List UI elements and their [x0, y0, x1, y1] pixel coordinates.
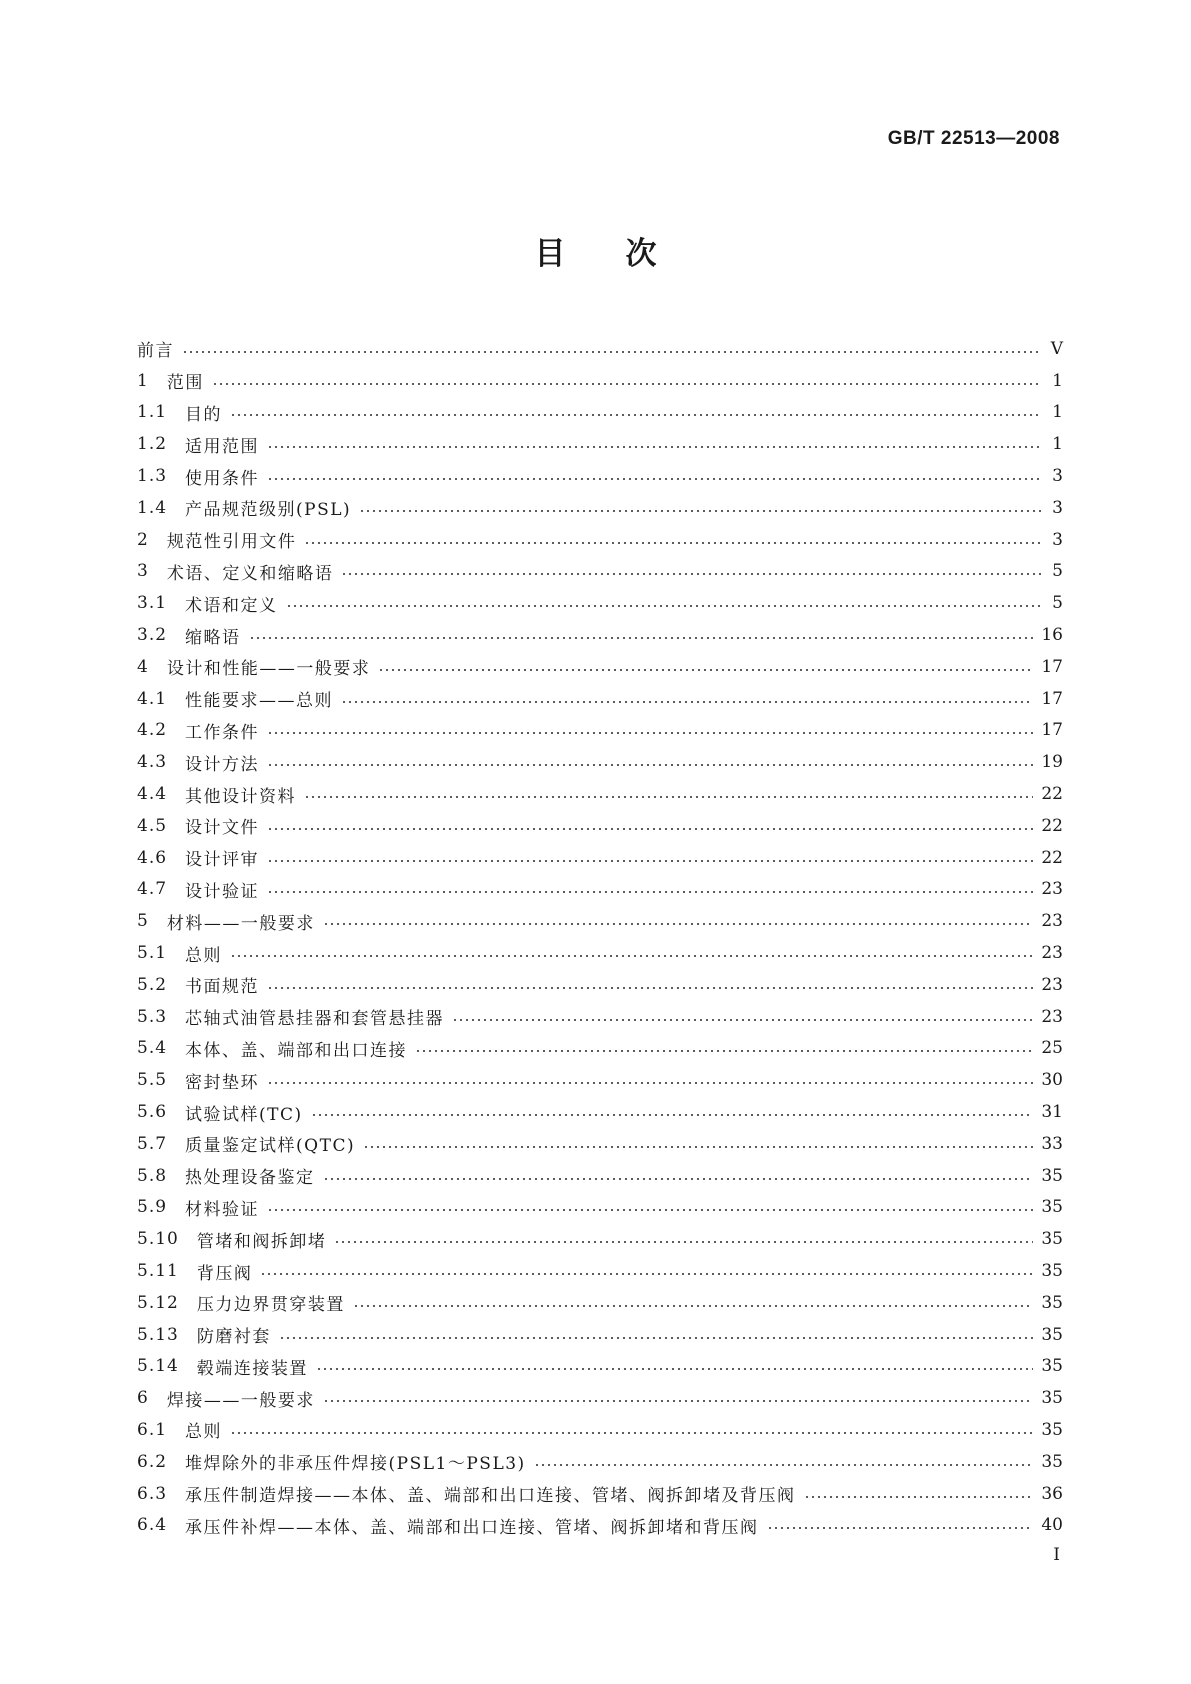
toc-entry-number: 4.7	[137, 879, 168, 900]
toc-leader-dots	[286, 605, 1041, 607]
toc-entry-number: 5.2	[137, 974, 168, 995]
toc-leader-dots	[267, 860, 1033, 862]
toc-entry-page: 22	[1041, 815, 1063, 836]
toc-entry[interactable]	[137, 1033, 1063, 1065]
toc-entry-page: V	[1050, 338, 1063, 359]
toc-entry-number: 5.3	[137, 1006, 168, 1027]
toc-entry-page: 23	[1041, 943, 1063, 964]
toc-entry-title: 目的	[185, 404, 223, 425]
toc-leader-dots	[249, 637, 1034, 639]
toc-entry-number: 4.1	[137, 688, 168, 709]
toc-entry-title: 密封垫环	[185, 1072, 260, 1093]
toc-entry-number: 4.2	[137, 720, 168, 741]
toc-entry-page: 36	[1041, 1483, 1063, 1504]
toc-entry-page: 35	[1041, 1165, 1063, 1186]
toc-entry[interactable]	[137, 810, 1063, 842]
toc-entry-title: 设计方法	[185, 754, 260, 775]
toc-entry-page: 23	[1041, 879, 1063, 900]
toc-entry[interactable]	[137, 969, 1063, 1001]
toc-entry[interactable]	[137, 1223, 1063, 1255]
toc-entry-page: 5	[1052, 593, 1063, 614]
toc-entry-title: 范围	[166, 373, 204, 394]
toc-leader-dots	[311, 1114, 1034, 1116]
toc-entry-page: 23	[1041, 1006, 1063, 1027]
toc-entry-page: 17	[1041, 688, 1063, 709]
toc-leader-dots	[363, 1146, 1033, 1148]
toc-entry-number: 5.8	[137, 1165, 168, 1186]
toc-leader-dots	[334, 1241, 1033, 1243]
toc-entry[interactable]	[137, 365, 1063, 397]
toc-entry[interactable]	[137, 1446, 1063, 1478]
toc-entry[interactable]	[137, 587, 1063, 619]
toc-entry-title: 设计验证	[185, 881, 260, 902]
page-title: 目次	[534, 236, 717, 272]
toc-entry[interactable]	[137, 1064, 1063, 1096]
toc-entry-page: 40	[1041, 1515, 1063, 1536]
toc-entry[interactable]	[137, 524, 1063, 556]
toc-leader-dots	[767, 1527, 1034, 1529]
table-of-contents	[137, 333, 1063, 1541]
toc-entry-number: 1.2	[137, 434, 168, 455]
toc-entry-page: 3	[1052, 529, 1063, 550]
toc-entry-page: 23	[1041, 974, 1063, 995]
toc-entry-page: 23	[1041, 911, 1063, 932]
toc-entry-title: 前言	[137, 341, 174, 362]
toc-entry[interactable]	[137, 1287, 1063, 1319]
toc-entry-number: 4.3	[137, 752, 168, 773]
toc-leader-dots	[341, 701, 1033, 703]
toc-entry-page: 25	[1041, 1038, 1063, 1059]
toc-entry[interactable]	[137, 492, 1063, 524]
toc-entry-page: 31	[1041, 1102, 1063, 1123]
toc-entry-number: 3.1	[137, 593, 168, 614]
toc-entry[interactable]	[137, 1478, 1063, 1510]
toc-leader-dots	[267, 1082, 1033, 1084]
toc-entry-number: 5.14	[137, 1356, 179, 1377]
toc-entry[interactable]	[137, 937, 1063, 969]
toc-entry-page: 35	[1041, 1388, 1063, 1409]
toc-entry-title: 毂端连接装置	[196, 1358, 308, 1379]
toc-leader-dots	[415, 1050, 1033, 1052]
toc-entry-title: 书面规范	[185, 977, 260, 998]
toc-entry-number: 5.10	[137, 1229, 179, 1250]
toc-entry-number: 5.4	[137, 1038, 168, 1059]
toc-leader-dots	[230, 955, 1033, 957]
toc-entry[interactable]	[137, 842, 1063, 874]
toc-entry-number: 6	[137, 1388, 149, 1409]
toc-leader-dots	[316, 1368, 1034, 1370]
toc-entry-page: 17	[1041, 720, 1063, 741]
toc-entry-page: 19	[1041, 752, 1063, 773]
toc-entry-number: 5	[137, 911, 149, 932]
toc-entry-title: 芯轴式油管悬挂器和套管悬挂器	[185, 1009, 445, 1030]
toc-entry-number: 5.1	[137, 943, 168, 964]
toc-entry-title: 设计和性能——一般要求	[166, 659, 371, 680]
toc-entry-number: 5.9	[137, 1197, 168, 1218]
toc-entry[interactable]	[137, 619, 1063, 651]
toc-entry-title: 总则	[185, 1422, 223, 1443]
toc-entry-page: 35	[1041, 1292, 1063, 1313]
toc-entry-number: 5.13	[137, 1324, 179, 1345]
toc-entry[interactable]	[137, 556, 1063, 588]
toc-leader-dots	[212, 383, 1041, 385]
toc-entry-title: 本体、盖、端部和出口连接	[185, 1040, 408, 1061]
toc-entry-page: 35	[1041, 1229, 1063, 1250]
toc-entry[interactable]	[137, 1128, 1063, 1160]
toc-entry-number: 4	[137, 656, 149, 677]
toc-leader-dots	[267, 828, 1033, 830]
toc-entry-page: 35	[1041, 1451, 1063, 1472]
toc-entry-title: 防磨衬套	[196, 1327, 271, 1348]
toc-entry-title: 试验试样(TC)	[185, 1104, 303, 1125]
toc-entry-title: 产品规范级别(PSL)	[185, 500, 352, 521]
toc-leader-dots	[323, 1400, 1034, 1402]
toc-entry-title: 焊接——一般要求	[166, 1390, 315, 1411]
toc-leader-dots	[267, 1209, 1033, 1211]
toc-entry[interactable]	[137, 1001, 1063, 1033]
toc-entry[interactable]	[137, 460, 1063, 492]
toc-entry-title: 堆焊除外的非承压件焊接(PSL1～PSL3)	[185, 1454, 526, 1475]
toc-entry-page: 30	[1041, 1070, 1063, 1091]
page-number: I	[1053, 1545, 1060, 1565]
toc-leader-dots	[267, 891, 1033, 893]
toc-entry-title: 术语和定义	[185, 595, 278, 616]
toc-entry-title: 质量鉴定试样(QTC)	[185, 1136, 356, 1157]
toc-leader-dots	[452, 1019, 1033, 1021]
toc-entry-page: 22	[1041, 847, 1063, 868]
toc-entry[interactable]	[137, 1255, 1063, 1287]
toc-entry-title: 使用条件	[185, 468, 260, 489]
toc-entry-title: 性能要求——总则	[185, 691, 334, 712]
toc-entry[interactable]	[137, 746, 1063, 778]
toc-entry[interactable]	[137, 874, 1063, 906]
toc-entry-page: 1	[1052, 434, 1063, 455]
toc-entry[interactable]	[137, 397, 1063, 429]
toc-entry-page: 1	[1052, 370, 1063, 391]
toc-entry[interactable]	[137, 1351, 1063, 1383]
toc-entry[interactable]	[137, 651, 1063, 683]
toc-entry-number: 5.5	[137, 1070, 168, 1091]
toc-entry-title: 设计评审	[185, 850, 260, 871]
toc-entry-page: 5	[1052, 561, 1063, 582]
toc-leader-dots	[267, 987, 1033, 989]
toc-entry-title: 热处理设备鉴定	[185, 1168, 315, 1189]
toc-entry[interactable]	[137, 683, 1063, 715]
toc-entry-number: 1.4	[137, 497, 168, 518]
toc-entry[interactable]	[137, 715, 1063, 747]
toc-entry-title: 总则	[185, 945, 223, 966]
toc-entry-number: 5.7	[137, 1133, 168, 1154]
toc-entry[interactable]	[137, 1096, 1063, 1128]
toc-leader-dots	[304, 796, 1033, 798]
toc-entry-title: 材料——一般要求	[166, 913, 315, 934]
toc-entry[interactable]	[137, 428, 1063, 460]
toc-entry-number: 4.5	[137, 815, 168, 836]
toc-entry-number: 5.11	[137, 1261, 179, 1281]
toc-entry-title: 背压阀	[196, 1263, 253, 1284]
toc-leader-dots	[323, 923, 1034, 925]
standard-number: GB/T 22513—2008	[887, 128, 1060, 149]
toc-leader-dots	[182, 351, 1041, 353]
toc-entry-title: 规范性引用文件	[166, 532, 297, 553]
toc-entry-title: 工作条件	[185, 722, 260, 743]
toc-entry-page: 35	[1041, 1197, 1063, 1218]
toc-entry[interactable]	[137, 1382, 1063, 1414]
toc-entry-page: 33	[1041, 1133, 1063, 1154]
toc-leader-dots	[267, 446, 1041, 448]
toc-entry-number: 6.4	[137, 1515, 168, 1536]
toc-entry-page: 3	[1052, 466, 1063, 487]
toc-entry-page: 1	[1052, 402, 1063, 423]
toc-entry-number: 4.6	[137, 847, 168, 868]
toc-entry-title: 承压件制造焊接——本体、盖、端部和出口连接、管堵、阀拆卸堵及背压阀	[185, 1486, 796, 1507]
toc-entry-number: 6.2	[137, 1451, 168, 1472]
toc-leader-dots	[353, 1305, 1034, 1307]
toc-entry-title: 承压件补焊——本体、盖、端部和出口连接、管堵、阀拆卸堵和背压阀	[185, 1517, 759, 1538]
toc-entry-number: 5.6	[137, 1102, 168, 1123]
toc-entry-number: 1.1	[137, 402, 168, 423]
toc-leader-dots	[804, 1496, 1034, 1498]
toc-entry-title: 设计文件	[185, 818, 260, 839]
toc-entry-number: 1	[137, 370, 149, 391]
toc-leader-dots	[323, 1178, 1034, 1180]
toc-entry-page: 22	[1041, 784, 1063, 805]
toc-entry[interactable]	[137, 1192, 1063, 1224]
toc-leader-dots	[279, 1337, 1034, 1339]
toc-leader-dots	[230, 1432, 1033, 1434]
toc-entry-number: 6.3	[137, 1483, 168, 1504]
toc-entry-number: 3.2	[137, 625, 168, 646]
toc-entry-number: 3	[137, 561, 149, 582]
toc-entry-title: 适用范围	[185, 436, 260, 457]
toc-leader-dots	[267, 478, 1041, 480]
toc-entry-page: 35	[1041, 1324, 1063, 1345]
toc-leader-dots	[260, 1273, 1033, 1275]
toc-entry[interactable]	[137, 1414, 1063, 1446]
toc-leader-dots	[378, 669, 1033, 671]
toc-entry-title: 术语、定义和缩略语	[166, 563, 334, 584]
toc-entry-number: 1.3	[137, 466, 168, 487]
toc-entry-title: 其他设计资料	[185, 786, 297, 807]
toc-entry[interactable]	[137, 905, 1063, 937]
toc-entry-title: 压力边界贯穿装置	[196, 1295, 345, 1316]
toc-entry-page: 35	[1041, 1356, 1063, 1377]
toc-leader-dots	[341, 573, 1041, 575]
toc-entry-page: 3	[1052, 497, 1063, 518]
toc-leader-dots	[304, 542, 1041, 544]
toc-leader-dots	[359, 510, 1041, 512]
toc-entry-number: 4.4	[137, 784, 168, 805]
toc-entry[interactable]	[137, 333, 1063, 365]
toc-entry[interactable]	[137, 1319, 1063, 1351]
toc-entry[interactable]	[137, 1509, 1063, 1541]
toc-entry-page: 16	[1041, 625, 1063, 646]
toc-entry-page: 35	[1041, 1261, 1063, 1281]
toc-entry-title: 管堵和阀拆卸堵	[196, 1231, 327, 1252]
toc-leader-dots	[267, 764, 1033, 766]
toc-entry-number: 5.12	[137, 1292, 179, 1313]
toc-entry-title: 材料验证	[185, 1199, 260, 1220]
toc-entry-page: 17	[1041, 656, 1063, 677]
toc-entry-title: 缩略语	[185, 627, 241, 648]
toc-leader-dots	[267, 732, 1033, 734]
toc-entry-number: 2	[137, 529, 149, 550]
toc-entry-page: 35	[1041, 1419, 1063, 1440]
toc-entry[interactable]	[137, 778, 1063, 810]
toc-entry-number: 6.1	[137, 1419, 168, 1440]
toc-entry[interactable]	[137, 1160, 1063, 1192]
toc-leader-dots	[230, 414, 1041, 416]
toc-leader-dots	[534, 1464, 1034, 1466]
